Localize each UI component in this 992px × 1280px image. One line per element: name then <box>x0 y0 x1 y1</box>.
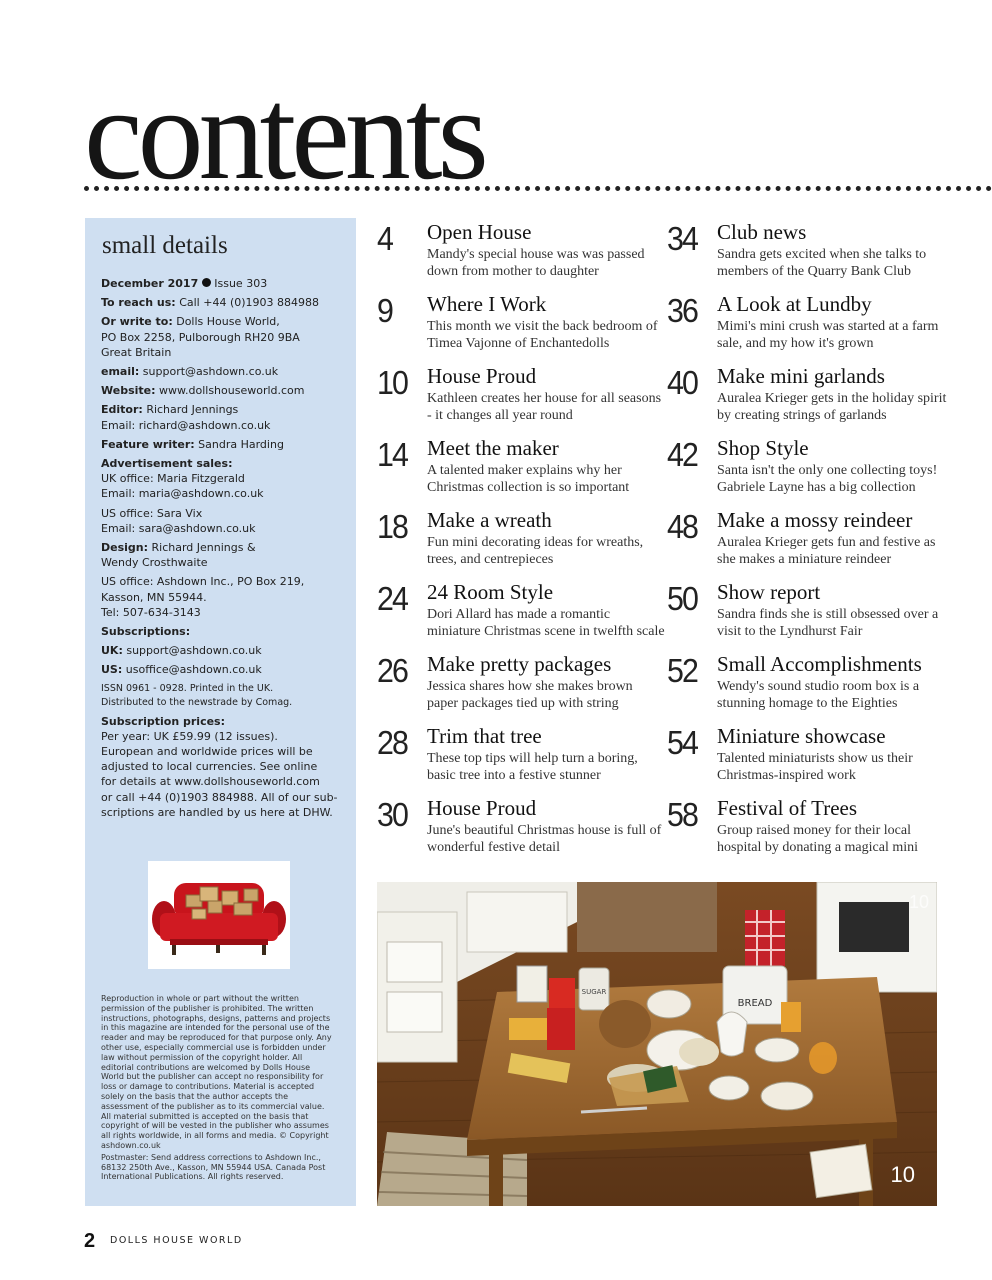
entry-title: A Look at Lundby <box>717 292 872 316</box>
photo-page-marker-top: 10 <box>908 892 929 912</box>
sidebar-details <box>101 276 347 824</box>
entry-description: Jessica shares how she makes brown paper packages tied up with string <box>427 679 633 711</box>
subs-uk-email: support@ashdown.co.uk <box>126 644 262 658</box>
entry-description: Fun mini decorating ideas for wreaths, trees, and centrepieces <box>427 535 644 567</box>
entry-description: This month we visit the back bedroom of Timea Vajonne of Enchantedolls <box>427 319 658 351</box>
prices-line: adjusted to local currencies. See online <box>101 760 318 774</box>
design-names: Richard Jennings & <box>151 541 256 555</box>
prices-line: European and worldwide prices will be <box>101 745 313 759</box>
entry-description: Talented miniaturists show us their Christmas-inspired work <box>717 751 913 783</box>
entry-title: Make mini garlands <box>717 364 885 388</box>
page-number: 40 <box>667 364 698 401</box>
editor-email: Email: richard@ashdown.co.uk <box>101 418 271 432</box>
support-email: support@ashdown.co.uk <box>142 365 279 379</box>
design-label: Design: <box>101 541 149 555</box>
dotted-divider <box>84 186 992 191</box>
entry-description: These top tips will help turn a boring, basic tree into a festive stunner <box>427 751 638 783</box>
page-number: 48 <box>667 508 698 545</box>
entry-description: Dori Allard has made a romantic miniature Christmas scene in twelfth scale <box>427 607 665 639</box>
entry-title: Shop Style <box>717 436 809 460</box>
page-number: 4 <box>377 220 393 257</box>
entry-description: Mandy's special house was was passed down from mother to daughter <box>427 247 645 279</box>
page-number: 14 <box>377 436 408 473</box>
feature-writer: Sandra Harding <box>198 437 284 451</box>
ads-uk: UK office: Maria Fitzgerald <box>101 472 245 486</box>
page-number: 26 <box>377 652 408 689</box>
postmaster-text: Postmaster: Send address corrections to Ashdown Inc., 68132 250th Ave., Kasson, MN 55944 USA. Canada Post International Publications. All rights reserved. <box>101 1152 326 1182</box>
entry-description: Auralea Krieger gets fun and festive as she makes a miniature reindeer <box>717 535 936 567</box>
us-office-line1: US office: Ashdown Inc., PO Box 219, <box>101 575 305 589</box>
write-name: Dolls House World, <box>176 315 280 329</box>
red-sofa-illustration <box>148 861 290 969</box>
small-details-panel <box>85 218 356 1206</box>
sofa-image <box>148 861 290 969</box>
copyright-text: Reproduction in whole or part without the written permission of the publisher is prohibited. The written instructions, photographs, designs, patterns and projects in this magazine are intended for the personal use of the reader and may be reproduced for that purpose only. Any other use, especially commercial use is forbidden under law without permission of the copyright holder. All editorial contributions are welcomed by Dolls House World but the publisher can accept no responsibility for loss or damage to contributions. Material is accepted solely on the basis that the author accepts the assessment of the publisher as to its commercial value. All material submitted is accepted on the basis that copyright of will be vested in the publisher who assumes all rights worldwide, in all forms and media. © Copyright ashdown.co.uk <box>101 994 332 1150</box>
entry-title: Festival of Trees <box>717 796 858 820</box>
prices-line: or call +44 (0)1903 884988. All of our sub- <box>101 790 338 804</box>
feature-label: Feature writer: <box>101 437 195 451</box>
page-number: 9 <box>377 292 393 329</box>
entry-description: June's beautiful Christmas house is full of wonderful festive detail <box>427 823 662 855</box>
subs-uk-label: UK: <box>101 644 123 658</box>
prices-line: Per year: UK £59.99 (12 issues). <box>101 729 278 743</box>
page-number: 42 <box>667 436 698 473</box>
write-country: Great Britain <box>101 345 172 359</box>
write-address: PO Box 2258, Pulborough RH20 9BA <box>101 330 300 344</box>
entry-description: Mimi's mini crush was started at a farm sale, and my how it's grown <box>717 319 939 351</box>
legal-notice <box>101 994 335 1184</box>
entry-title: Show report <box>717 580 821 604</box>
page-number: 58 <box>667 796 698 833</box>
entry-description: Group raised money for their local hospital by donating a magical mini <box>717 823 919 855</box>
editor-label: Editor: <box>101 403 143 417</box>
website-label: Website: <box>101 384 156 398</box>
entry-title: Open House <box>427 220 532 244</box>
entry-title: 24 Room Style <box>427 580 554 604</box>
page-number: 18 <box>377 508 408 545</box>
entry-description: Kathleen creates her house for all seasons - it changes all year round <box>427 391 662 423</box>
ads-us-email: Email: sara@ashdown.co.uk <box>101 521 256 535</box>
bread-bin-label: BREAD <box>737 998 773 1009</box>
entry-title: Club news <box>717 220 807 244</box>
kitchen-table-photo <box>377 882 937 1206</box>
write-label: Or write to: <box>101 315 173 329</box>
entry-description: Santa isn't the only one collecting toys! Gabriele Layne has a big collection <box>717 463 938 495</box>
page-number: 10 <box>377 364 408 401</box>
page-number: 34 <box>667 220 698 257</box>
us-office-line2: Kasson, MN 55944. <box>101 590 207 604</box>
entry-description: Sandra finds she is still obsessed over a visit to the Lyndhurst Fair <box>717 607 939 639</box>
page-number: 30 <box>377 796 408 833</box>
prices-line: scriptions are handled by us here at DHW. <box>101 805 333 819</box>
bullet-icon <box>202 278 211 287</box>
entry-description: A talented maker explains why her Christmas collection is so important <box>427 463 630 495</box>
entry-title: Make a mossy reindeer <box>717 508 913 532</box>
subs-us-label: US: <box>101 663 123 677</box>
entry-title: Trim that tree <box>427 724 542 748</box>
entry-description: Wendy's sound studio room box is a stunning homage to the Eighties <box>717 679 920 711</box>
entry-title: Make pretty packages <box>427 652 612 676</box>
page-number: 52 <box>667 652 698 689</box>
page-number: 50 <box>667 580 698 617</box>
email-label: email: <box>101 365 140 379</box>
issue-date: December 2017 <box>101 277 199 290</box>
entry-title: House Proud <box>427 364 537 388</box>
issn: ISSN 0961 - 0928. Printed in the UK. <box>101 682 274 694</box>
editor-name: Richard Jennings <box>146 403 239 417</box>
page-number: 28 <box>377 724 408 761</box>
entry-title: Where I Work <box>427 292 547 316</box>
sugar-canister-label: SUGAR <box>581 988 607 996</box>
page-number: 36 <box>667 292 698 329</box>
us-office-tel: Tel: 507-634-3143 <box>101 605 201 619</box>
prices-line: for details at www.dollshouseworld.com <box>101 775 320 789</box>
reach-label: To reach us: <box>101 296 176 310</box>
page-folio: 2 <box>84 1230 96 1252</box>
entry-title: Meet the maker <box>427 436 559 460</box>
design-names-2: Wendy Crosthwaite <box>101 556 208 570</box>
website-url: www.dollshouseworld.com <box>159 384 305 398</box>
page-number: 24 <box>377 580 408 617</box>
entry-title: Miniature showcase <box>717 724 886 748</box>
miniature-kitchen-illustration <box>377 882 937 1206</box>
sidebar-title: small details <box>102 232 228 259</box>
issue-number: Issue 303 <box>214 277 268 290</box>
page-title: contents <box>84 60 484 207</box>
ads-us: US office: Sara Vix <box>101 506 203 520</box>
entry-description: Sandra gets excited when she talks to members of the Quarry Bank Club <box>717 247 927 279</box>
page-number: 54 <box>667 724 698 761</box>
subs-us-email: usoffice@ashdown.co.uk <box>125 663 262 677</box>
reach-phone: Call +44 (0)1903 884988 <box>179 296 320 310</box>
entry-title: Small Accomplishments <box>717 652 922 676</box>
photo-page-marker: 10 <box>890 1162 915 1187</box>
ads-label: Advertisement sales: <box>101 457 233 471</box>
entry-description: Auralea Krieger gets in the holiday spirit by creating strings of garlands <box>717 391 947 423</box>
entry-title: House Proud <box>427 796 537 820</box>
prices-label: Subscription prices: <box>101 714 226 728</box>
ads-uk-email: Email: maria@ashdown.co.uk <box>101 487 264 501</box>
magazine-name: DOLLS HOUSE WORLD <box>110 1235 243 1246</box>
entry-title: Make a wreath <box>427 508 552 532</box>
distribution: Distributed to the newstrade by Comag. <box>101 696 293 708</box>
subs-label: Subscriptions: <box>101 625 191 639</box>
